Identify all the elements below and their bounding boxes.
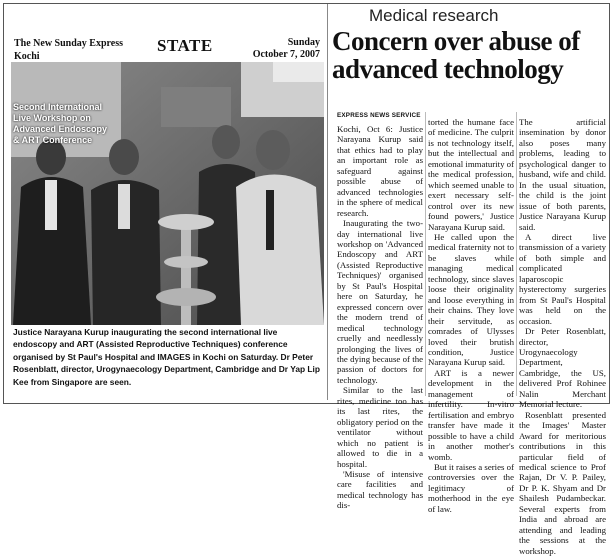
article-paragraph: Kochi, Oct 6: Justice Narayana Kurup said that ethics had to play an important role as safeguard against possible abuse of advanced technologies in the sphere of medical research. (337, 124, 423, 218)
column-rule (516, 112, 517, 396)
column-rule (425, 112, 426, 396)
issue-date-text: October 7, 2007 (252, 49, 320, 60)
article-paragraph: Similar to the last rites, medicine too has its last rites, the obligatory period on the ventilator without which no patient is allowed to die in a hospital. (337, 385, 423, 469)
clipping-edge (327, 4, 328, 400)
article-paragraph: Rosenblatt presented the Images' Master Award for meritorious contributions in this particular field of medical science to Prof Rajan, Dr V. P. Pailey, Dr P. K. Shyam and Dr Shailesh Pudambeckar. Several experts from India and abroad are attending and leading the sessions at the workshop. (519, 409, 606, 556)
article-paragraph: 'Misuse of intensive care facilities and medical technology has dis- (337, 468, 423, 511)
article-paragraph: He called upon the medical fraternity not to be slaves while managing medical technology, since slaves loose their originality and loose everything in their chains. They love their servitude, as comrades of Ulysses loved their brutish condition, Justice Narayana Kurup said. (428, 231, 514, 368)
news-photo (11, 62, 324, 325)
article-paragraph: The artificial insemination by donor also poses many problems, leading to psychological danger to husband, wife and child. In the usual situation, the child is the joint issue of both parents, Justice Narayana Kurup said. (519, 117, 606, 232)
section-label: STATE (157, 36, 213, 55)
city-name: Kochi (14, 51, 40, 62)
conference-banner: Second International Live Workshop on Advanced Endoscopy & ART Conference (13, 102, 108, 145)
article-column-3 (519, 117, 606, 556)
article-headline: Concern over abuse of advanced technology (332, 26, 580, 84)
article-byline: EXPRESS NEWS SERVICE (337, 112, 421, 119)
article-column-1 (337, 124, 423, 511)
article-kicker: Medical research (369, 6, 499, 25)
article-paragraph: Inaugurating the two-day international live workshop on 'Advanced Endoscopy and ART (Assisted Reproductive Techniques)' organised by St Paul's Hospital here on Saturday, he expressed concern over the modern trend of medical technology cruelly and needlessly prolonging the lives of the dying because of the passion of doctors for technology. (337, 218, 423, 385)
issue-day: Sunday (287, 37, 320, 48)
masthead (14, 37, 134, 63)
photo-caption: Justice Narayana Kurup inaugurating the second international live endoscopy and ART (Assisted Reproductive Techniques) conference organised by St Paul's Hospital and IMAGES in Kochi on Saturday. Dr Peter Rosenblatt, director, Urogynaecology Department, Cambridge and Dr Yap Lip Kee from Singapore are seen. (13, 327, 320, 387)
article-paragraph: A direct live transmission of a variety of both simple and complicated laparoscopic hysterectomy surgeries from St Paul's Hospital was held on the occasion. (519, 231, 606, 326)
article-paragraph: But it raises a series of controversies over the legitimacy of motherhood in the eye of law. (428, 461, 514, 514)
issue-date (252, 37, 320, 61)
article-paragraph: Dr Peter Rosenblatt, director, Urogynaecology Department, Cambridge, the US, delivered Prof Rohinee Nalin Merchant Memorial lecture. (519, 326, 606, 410)
publication-name: The New Sunday Express (14, 38, 124, 49)
article-paragraph: ART is a newer development in the management of infertility. In-vitro fertilisation and embryo transfer have made it possible to have a child in another mother's womb. (428, 367, 514, 462)
article-column-2 (428, 117, 514, 514)
article-paragraph: torted the humane face of medicine. The culprit is not technology itself, but the intellectual and emotional immaturity of the medical profession, which seemed unable to exert necessary self-control over its new found powers,' Justice Narayana Kurup said. (428, 117, 514, 232)
